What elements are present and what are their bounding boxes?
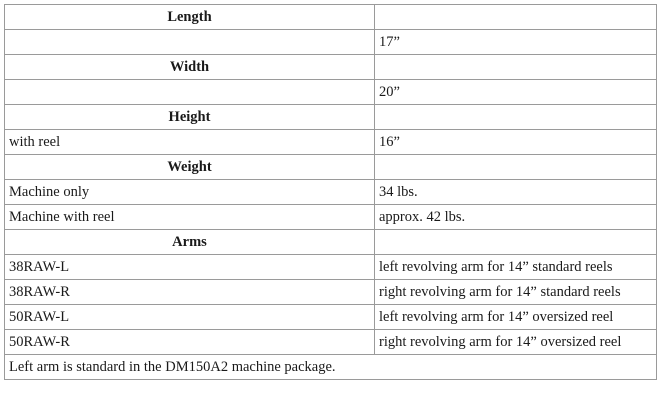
row-value xyxy=(375,55,657,80)
row-label: 38RAW-L xyxy=(5,255,375,280)
row-label: Height xyxy=(5,105,375,130)
row-label: Width xyxy=(5,55,375,80)
row-value: right revolving arm for 14” oversized reel xyxy=(375,330,657,355)
row-value: 34 lbs. xyxy=(375,180,657,205)
row-value: left revolving arm for 14” oversized reel xyxy=(375,305,657,330)
table-row xyxy=(5,205,657,230)
table-row xyxy=(5,180,657,205)
table-row xyxy=(5,5,657,30)
row-label: Machine with reel xyxy=(5,205,375,230)
row-value: 16” xyxy=(375,130,657,155)
table-row xyxy=(5,305,657,330)
row-label: 50RAW-R xyxy=(5,330,375,355)
table-row xyxy=(5,30,657,55)
footnote-text: Left arm is standard in the DM150A2 machine package. xyxy=(5,355,657,380)
specifications-table xyxy=(4,4,657,380)
row-label xyxy=(5,30,375,55)
row-value: 17” xyxy=(375,30,657,55)
row-value xyxy=(375,155,657,180)
table-row xyxy=(5,80,657,105)
table-row xyxy=(5,230,657,255)
row-label xyxy=(5,80,375,105)
table-row xyxy=(5,55,657,80)
row-label: 38RAW-R xyxy=(5,280,375,305)
row-label: 50RAW-L xyxy=(5,305,375,330)
row-label: Arms xyxy=(5,230,375,255)
table-row xyxy=(5,280,657,305)
row-value: 20” xyxy=(375,80,657,105)
row-value xyxy=(375,230,657,255)
table-row xyxy=(5,130,657,155)
table-row xyxy=(5,330,657,355)
table-row xyxy=(5,255,657,280)
row-value: approx. 42 lbs. xyxy=(375,205,657,230)
row-label: Machine only xyxy=(5,180,375,205)
table-row xyxy=(5,155,657,180)
row-label: with reel xyxy=(5,130,375,155)
row-label: Length xyxy=(5,5,375,30)
row-value: left revolving arm for 14” standard reels xyxy=(375,255,657,280)
row-value xyxy=(375,5,657,30)
row-label: Weight xyxy=(5,155,375,180)
row-value: right revolving arm for 14” standard reels xyxy=(375,280,657,305)
table-row xyxy=(5,105,657,130)
row-value xyxy=(375,105,657,130)
table-footnote-row xyxy=(5,355,657,380)
